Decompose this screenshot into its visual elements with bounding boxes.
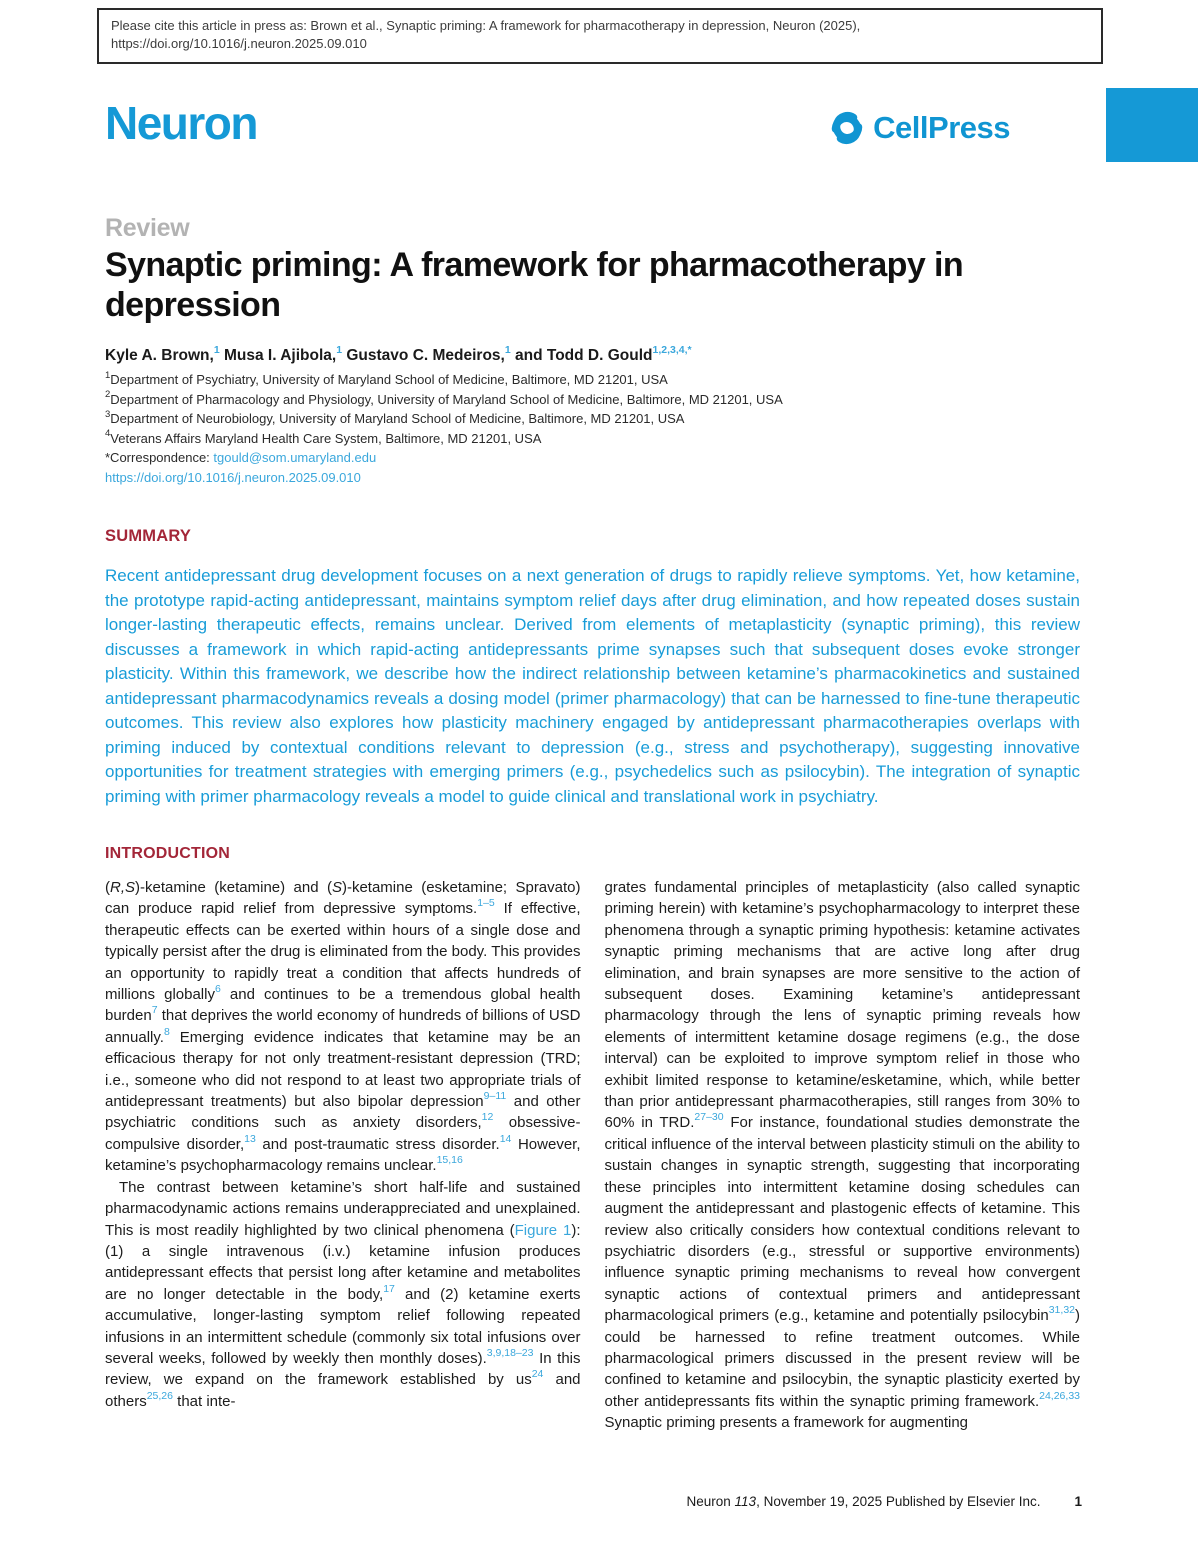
citation-ref[interactable]: 8 (163, 1025, 170, 1038)
paragraph (105, 877, 581, 1177)
citation-ref[interactable]: 17 (383, 1282, 395, 1295)
text-run: The contrast between ketamine’s short half-life and sustained pharmacodynamic actions remains underappreciated and unexplained. This is most readily highlighted by two clinical phenomena ( (105, 1178, 581, 1239)
citation-ref[interactable]: 1–5 (477, 897, 495, 910)
inline-link[interactable]: tgould@som.umaryland.edu (213, 450, 377, 465)
affiliation-ref: 1 (105, 369, 111, 381)
citation-ref[interactable]: 24,26,33 (1039, 1389, 1080, 1402)
affiliation-ref: 2 (105, 389, 111, 401)
citation-ref[interactable]: 1 (504, 343, 511, 356)
article-title: Synaptic priming: A framework for pharmacotherapy in depression (105, 246, 964, 324)
text-run: obsessive-compulsive disorder, (105, 1114, 581, 1153)
text-run: grates fundamental principles of metaplasticity (also called synaptic priming herein) with ketamine’s psychopharmacology to interpret these phenomena through a synaptic priming hypothesis: ketamine activates synaptic priming mechanisms that are active long after drug elimination, and brain synapses are more sensitive to the action of subsequent doses. Examining ketamine’s antidepressant pharmacology through the lens of synaptic priming reveals how elements of intermittent ketamine dosage regimens (e.g., the dose interval) can be exploited to improve symptom relief in those who exhibit limited response to ketamine/esketamine, which, while better than prior antidepressant pharmacotherapies, still ranges from 30% to 60% in TRD. (604, 879, 1080, 1132)
citation-banner-text: Please cite this article in press as: Brown et al., Synaptic priming: A framework for pharmacotherapy in depression, Neuron (2025), https://doi.org/10.1016/j.neuron.2025.09.010 (111, 18, 861, 51)
text-run: and Todd D. Gould (510, 347, 653, 364)
citation-ref[interactable]: 9–11 (483, 1090, 507, 1103)
text-run: Kyle A. Brown, (105, 347, 214, 364)
text-run: ): (1) a single intravenous (i.v.) ketamine infusion produces antidepressant effects that persist long after ketamine and metabolites are no longer detectable in the body, (105, 1221, 581, 1303)
text-run: Synaptic priming presents a framework for augmenting (604, 1414, 969, 1432)
text-run: and other psychiatric conditions such as anxiety disorders, (105, 1093, 581, 1132)
citation-ref[interactable]: 14 (499, 1132, 512, 1145)
body-column-right (605, 877, 1081, 1434)
text-run: ( (105, 879, 110, 896)
citation-ref[interactable]: 31,32 (1048, 1304, 1075, 1317)
citation-ref[interactable]: 1 (336, 343, 343, 356)
text-run: that inte- (172, 1392, 236, 1410)
citation-ref[interactable]: 12 (481, 1111, 494, 1124)
affiliations (105, 370, 1080, 487)
text-run: Department of Psychiatry, University of Maryland School of Medicine, Baltimore, MD 21201, USA (110, 372, 668, 387)
doi-line (105, 468, 1080, 488)
cellpress-swoosh-icon (829, 110, 865, 146)
citation-ref[interactable]: 7 (151, 1004, 158, 1017)
affiliation-4 (105, 429, 1080, 449)
inline-link[interactable]: https://doi.org/10.1016/j.neuron.2025.09.010 (105, 469, 361, 485)
two-column-body (105, 877, 1080, 1434)
text-run: 113 (734, 1494, 757, 1509)
citation-ref[interactable]: 25,26 (146, 1389, 173, 1402)
header-accent-block (1106, 88, 1198, 162)
text-run: S (331, 879, 342, 896)
text-run: , November 19, 2025 Published by Elsevier Inc. (756, 1494, 1041, 1509)
footer-citation (687, 1494, 1041, 1509)
summary-text: Recent antidepressant drug development focuses on a next generation of drugs to rapidly relieve symptoms. Yet, how ketamine, the prototype rapid-acting antidepressant, maintains symptom relief days after drug elimination, and how repeated doses sustain longer-lasting therapeutic effects, remains unclear. Derived from elements of metaplasticity (synaptic priming), this review discusses a framework in which rapid-acting antidepressants prime synapses such that subsequent doses evoke stronger plasticity. Within this framework, we describe how the indirect relationship between ketamine’s pharmacokinetics and sustained antidepressant pharmacodynamics reveals a dosing model (primer pharmacology) that can be harnessed to fine-tune therapeutic outcomes. This review also explores how plasticity machinery engaged by antidepressant pharmacotherapies overlaps with priming induced by contextual conditions relevant to depression (e.g., stress and psychotherapy), suggesting innovative opportunities for treatment strategies with emerging primers (e.g., psychedelics such as psilocybin). The integration of synaptic priming with primer pharmacology reveals a model to guide clinical and translational work in psychiatry. (105, 566, 1080, 806)
text-run: R,S (110, 879, 136, 896)
text-run: )-ketamine (esketamine; Spravato) can produce rapid relief from depressive symptoms. (105, 879, 581, 918)
cellpress-logo-text: CellPress (873, 110, 1010, 145)
author-list (105, 343, 1080, 365)
text-run: For instance, foundational studies demonstrate the critical influence of the interval between plasticity stimuli on the ability to sustain changes in synaptic strength, suggesting that incorporating these principles into intermittent ketamine dosing schedules can augment the antidepressant and plastogenic effects of ketamine. This review also critically considers how contextual conditions relevant to psychiatric disorders (e.g., stressful or supportive environments) influence synaptic priming mechanisms to reveal how convergent synaptic actions of contextual primers and antidepressant pharmacological primers (e.g., ketamine and potentially psilocybin (604, 1114, 1080, 1325)
text-run: Neuron (686, 1494, 735, 1509)
citation-ref[interactable]: 13 (244, 1132, 256, 1145)
text-run: Gustavo C. Medeiros, (342, 347, 505, 364)
text-run: However, ketamine’s psychopharmacology remains unclear. (105, 1135, 581, 1175)
text-run: Department of Pharmacology and Physiology, University of Maryland School of Medicine, Baltimore, MD 21201, USA (110, 391, 783, 407)
masthead (0, 88, 1200, 184)
text-run: and post-traumatic stress disorder. (255, 1135, 500, 1153)
text-run: and (2) ketamine exerts accumulative, longer-lasting symptom relief following repeated infusions in an intermittent schedule (commonly six total infusions over several weeks, followed by weekly then monthly doses). (105, 1285, 581, 1367)
introduction-heading: INTRODUCTION (105, 845, 231, 862)
body-column-left (105, 877, 581, 1434)
text-run: Musa I. Ajibola, (219, 347, 337, 364)
affiliation-2 (105, 390, 1080, 410)
paragraph (105, 1177, 581, 1412)
text-run: )-ketamine (ketamine) and ( (135, 879, 332, 896)
affiliation-1 (105, 370, 1080, 390)
citation-ref[interactable]: 15,16 (436, 1154, 463, 1167)
text-run: that deprives the world economy of hundreds of billions of USD annually. (105, 1007, 581, 1046)
text-run: Veterans Affairs Maryland Health Care System, Baltimore, MD 21201, USA (110, 430, 542, 446)
affiliation-ref: 4 (105, 428, 111, 440)
article-content (0, 214, 1200, 1434)
text-run: *Correspondence: (105, 450, 214, 465)
citation-ref[interactable]: 3,9,18–23 (486, 1346, 534, 1359)
correspondence-line (105, 448, 1080, 468)
paragraph (605, 877, 1081, 1434)
inline-link[interactable]: Figure 1 (514, 1221, 572, 1239)
text-run: If effective, therapeutic effects can be exerted within hours of a single dose and typically persist after the drug is eliminated from the body. This provides an opportunity to rapidly treat a condition that affects hundreds of millions globally (105, 900, 581, 1004)
text-run: and others (105, 1371, 581, 1410)
text-run: ) could be harnessed to refine treatment outcomes. While pharmacological primers discussed in the present review will be confined to ketamine and psilocybin, the synaptic plasticity exerted by other antidepressants fits within the synaptic priming framework. (604, 1307, 1080, 1410)
summary-heading: SUMMARY (105, 527, 192, 545)
citation-ref[interactable]: 6 (214, 983, 221, 996)
text-run: In this review, we expand on the framework established by us (105, 1349, 581, 1389)
affiliation-3 (105, 409, 1080, 429)
text-run: Emerging evidence indicates that ketamine may be an efficacious therapy for not only treatment-resistant depression (TRD; i.e., someone who did not respond to at least two appropriate trials of antidepressant treatments) but also bipolar depression (105, 1028, 581, 1111)
affiliation-ref: 3 (105, 408, 111, 420)
text-run: and continues to be a tremendous global health burden (105, 986, 581, 1025)
article-type-label: Review (105, 214, 190, 242)
neuron-logo: Neuron (105, 97, 257, 149)
page-footer (687, 1494, 1082, 1509)
citation-ref[interactable]: 27–30 (694, 1111, 724, 1124)
text-run: Department of Neurobiology, University of Maryland School of Medicine, Baltimore, MD 21201, USA (110, 411, 685, 426)
citation-ref[interactable]: 24 (531, 1368, 544, 1381)
citation-ref[interactable]: 1 (213, 343, 220, 356)
cellpress-logo (829, 110, 1010, 146)
citation-ref[interactable]: 1,2,3,4,* (652, 343, 692, 356)
citation-banner (97, 8, 1103, 64)
page-number: 1 (1074, 1494, 1082, 1509)
